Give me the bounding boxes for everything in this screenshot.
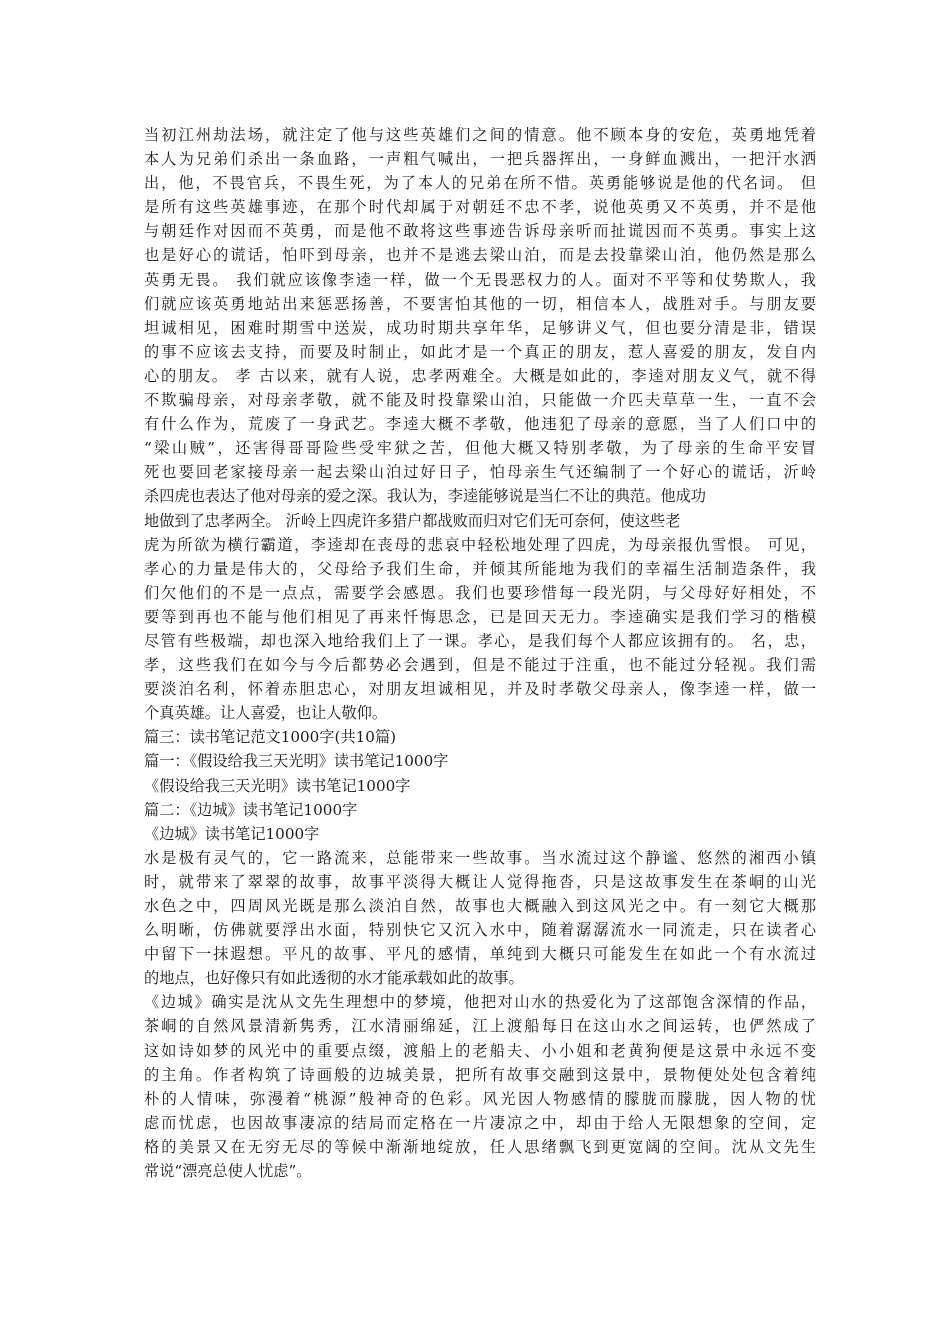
text-line: 有什么作为，荒废了一身武艺。李逵大概不孝敬，他违犯了母亲的意愿，当了人们口中的 (144, 415, 816, 434)
text-line: 水是极有灵气的，它一路流来，总能带来一些故事。当水流过这个静谧、悠然的湘西小镇 (144, 848, 816, 867)
text-line: 么明晰，仿佛就要浮出水面，特别快它又沉入水中，随着潺潺流水一同流走，只在读者心 (144, 921, 816, 940)
text-line: 中留下一抹遐想。平凡的故事、平凡的感情，单纯到大概只可能发生在如此一个有水流过 (144, 945, 816, 964)
text-line: 英勇无畏。 我们就应该像李逵一样，做一个无畏恶权力的人。面对不平等和仗势欺人，我 (144, 270, 816, 289)
paragraph-border-town (144, 990, 816, 1183)
text-line: 这如诗如梦的风光中的重要点缀，渡船上的老船夫、小小姐和老黄狗便是这景中永远不变 (144, 1041, 816, 1060)
text-line: 的主角。作者构筑了诗画般的边城美景，把所有故事交融到这景中，景物便处处包含着纯 (144, 1065, 816, 1084)
text-line: 们欠他们的不是一点点，需要学会感恩。我们也要珍惜每一段光阴，与父母好好相处，不 (144, 583, 816, 602)
text-line: 时，就带来了翠翠的故事，故事平淡得大概让人觉得拖沓，只是这故事发生在茶峒的山光 (144, 872, 816, 891)
text-line: 当初江州劫法场，就注定了他与这些英雄们之间的情意。他不顾本身的安危，英勇地凭着 (144, 126, 816, 144)
subsection-title: 《边城》读书笔记1000字 (144, 824, 320, 843)
text-line: 地做到了忠孝两全。 沂岭上四虎许多猎户都战败而归对它们无可奈何，使这些老 (144, 511, 681, 530)
text-line: 是所有这些英雄事迹，在那个时代却属于对朝廷不忠不孝，说他英勇又不英勇，并不是他 (144, 198, 816, 217)
text-line: 的地点，也好像只有如此透彻的水才能承载如此的故事。 (144, 969, 524, 988)
text-line: 要等到再也不能与他们相见了再来忏悔思念，已是回天无力。李逵确实是我们学习的楷模 (144, 607, 816, 626)
text-line: 也是好心的谎话，怕吓到母亲，也并不是逃去梁山泊，而是去投靠梁山泊，他仍然是那么 (144, 246, 816, 265)
paragraph-filial-piety (144, 533, 816, 726)
text-line: 死也要回老家接母亲一起去梁山泊过好日子，怕母亲生气还编制了一个好心的谎话，沂岭 (144, 463, 816, 482)
text-line: 朴的人情味，弥漫着“桃源”般神奇的色彩。风光因人物感情的朦胧而朦胧，因人物的忧 (144, 1089, 816, 1108)
subsection-heading: 篇二：《边城》读书笔记1000字 (144, 800, 358, 819)
text-line: 出，他，不畏官兵，不畏生死，为了本人的兄弟在所不惜。英勇能够说是他的代名词。 但 (144, 174, 816, 193)
text-line: 要淡泊名利，怀着赤胆忠心，对朋友坦诚相见，并及时孝敬父母亲人，像李逵一样，做一 (144, 680, 816, 699)
paragraph-li-kui-courage (144, 123, 816, 533)
text-line: 虎为所欲为横行霸道，李逵却在丧母的悲哀中轻松地处理了四虎，为母亲报仇雪恨。 可见， (144, 535, 816, 554)
text-line: 孝，这些我们在如今与今后都势必会遇到，但是不能过于注重，也不能过分轻视。我们需 (144, 656, 816, 675)
text-line: 尽管有些极端，却也深入地给我们上了一课。孝心，是我们每个人都应该拥有的。 名，忠， (144, 631, 816, 650)
text-line: 与朝廷作对因而不英勇，而是他不敢将这些事迹告诉母亲听而扯谎因而不英勇。事实上这 (144, 222, 816, 241)
text-line: 不欺骗母亲，对母亲孝敬，就不能及时投靠梁山泊，只能做一介匹夫草草一生，一直不会 (144, 391, 816, 410)
text-line: 本人为兄弟们杀出一条血路，一声粗气喊出，一把兵器挥出，一身鲜血溅出，一把汗水洒 (144, 150, 816, 169)
text-line: 常说“漂亮总使人忧虑”。 (144, 1162, 312, 1181)
text-line: 《边城》确实是沈从文先生理想中的梦境，他把对山水的热爱化为了这部饱含深情的作品， (144, 993, 816, 1012)
paragraph-water-story (144, 846, 816, 991)
document-body (144, 123, 816, 1183)
text-line: 坦诚相见，困难时期雪中送炭，成功时期共享年华，足够讲义气，但也要分清是非，错误 (144, 318, 816, 337)
text-line: 个真英雄。让人喜爱，也让人敬仰。 (144, 704, 387, 723)
text-line: 心的朋友。 孝 古以来，就有人说，忠孝两难全。大概是如此的，李逵对朋友义气，就不得 (144, 366, 816, 385)
text-line: 的事不应该去支持，而要及时制止，如此才是一个真正的朋友，惹人喜爱的朋友，发自内 (144, 342, 816, 361)
text-line: 杀四虎也表达了他对母亲的爱之深。我认为，李逵能够说是当仁不让的典范。他成功 (144, 487, 706, 506)
text-line: “梁山贼”，还害得哥哥险些受牢狱之苦，但他大概又特别孝敬，为了母亲的生命平安冒 (144, 439, 816, 458)
subsection-heading: 篇一：《假设给我三天光明》读书笔记1000字 (144, 752, 449, 771)
section-heading: 篇三：读书笔记范文1000字(共10篇) (144, 728, 397, 747)
text-line: 格的美景又在无穷无尽的等候中渐渐地绽放，任人思绪飘飞到更宽阔的空间。沈从文先生 (144, 1137, 816, 1156)
subsection-title: 《假设给我三天光明》读书笔记1000字 (144, 776, 411, 795)
text-line: 茶峒的自然风景清新隽秀，江水清丽绵延，江上渡船每日在这山水之间运转，也俨然成了 (144, 1017, 816, 1036)
text-line: 虑而忧虑，也因故事凄凉的结局而定格在一片凄凉之中，却由于给人无限想象的空间，定 (144, 1113, 816, 1132)
text-line: 水色之中，四周风光既是那么淡泊自然，故事也大概融入到这风光之中。有一刻它大概那 (144, 897, 816, 915)
text-line: 孝心的力量是伟大的，父母给予我们生命，并倾其所能地为我们的幸福生活制造条件，我 (144, 559, 816, 578)
text-line: 们就应该英勇地站出来惩恶扬善，不要害怕其他的一切，相信本人，战胜对手。与朋友要 (144, 294, 816, 313)
